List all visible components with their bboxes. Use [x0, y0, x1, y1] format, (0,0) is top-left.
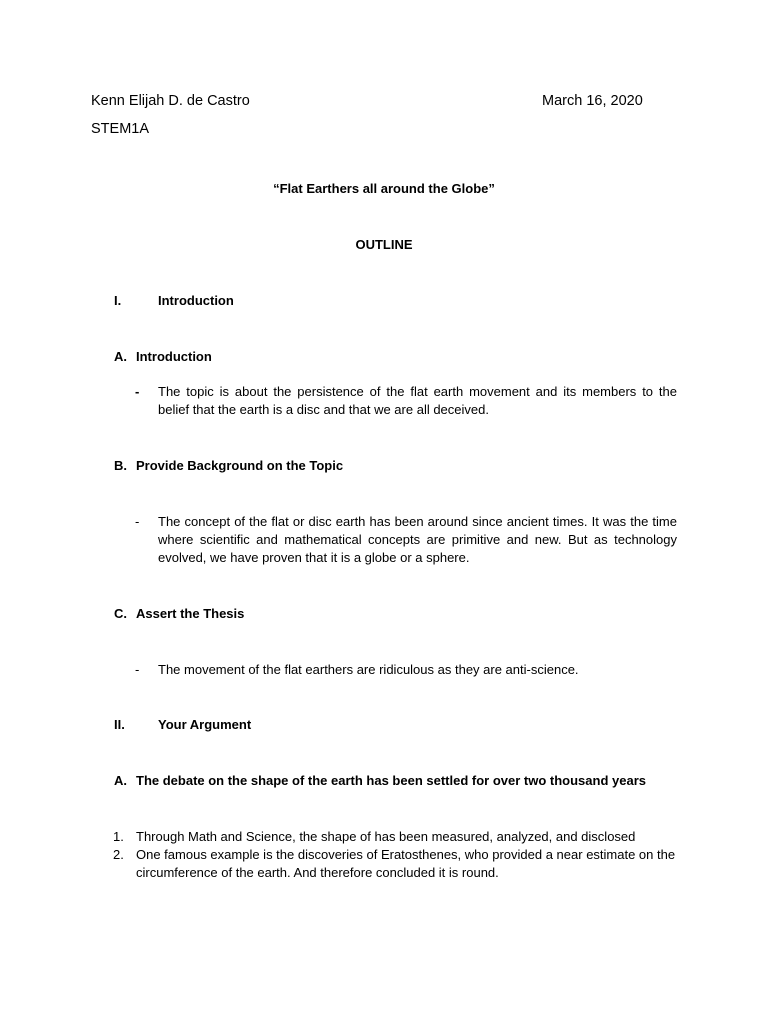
- list-item-text: Through Math and Science, the shape of has been measured, analyzed, and disclosed: [136, 829, 636, 844]
- bullet-dash: -: [135, 662, 140, 677]
- subsection-paragraph: The topic is about the persistence of the flat earth movement and its members to the belief that the earth is a disc and that we are all deceived.: [158, 384, 677, 417]
- subsection-letter: A.: [114, 349, 127, 364]
- subsection-letter: C.: [114, 606, 127, 621]
- subsection-letter: A.: [114, 773, 127, 788]
- subsection-paragraph: The movement of the flat earthers are ridiculous as they are anti-science.: [158, 662, 579, 677]
- subsection-paragraph: The concept of the flat or disc earth has been around since ancient times. It was the time where scientific and mathematical concepts are primitive and new. But as technology evolved, we have proven that it is a globe or a sphere.: [158, 514, 677, 565]
- subsection-heading: Introduction: [136, 349, 212, 364]
- subsection-heading: The debate on the shape of the earth has been settled for over two thousand years: [136, 773, 646, 788]
- document-date: March 16, 2020: [542, 93, 643, 109]
- subsection-heading: Provide Background on the Topic: [136, 458, 344, 473]
- part1-heading: Introduction: [158, 293, 234, 308]
- section-label: STEM1A: [91, 121, 150, 137]
- bullet-dash: -: [135, 514, 140, 529]
- subsection-letter: B.: [114, 458, 127, 473]
- list-item-number: 2.: [113, 847, 124, 862]
- part1-numeral: I.: [114, 293, 122, 308]
- author-name: Kenn Elijah D. de Castro: [91, 93, 250, 109]
- document-title: “Flat Earthers all around the Globe”: [273, 181, 495, 196]
- list-item-number: 1.: [113, 829, 124, 844]
- part2-heading: Your Argument: [158, 717, 252, 732]
- bullet-dash: -: [135, 384, 140, 399]
- subsection-heading: Assert the Thesis: [136, 606, 245, 621]
- part2-numeral: II.: [114, 717, 125, 732]
- list-item-text: One famous example is the discoveries of Eratosthenes, who provided a near estimate on the circumference of the earth. And therefore concluded it is round.: [136, 847, 676, 880]
- outline-heading: OUTLINE: [355, 237, 413, 252]
